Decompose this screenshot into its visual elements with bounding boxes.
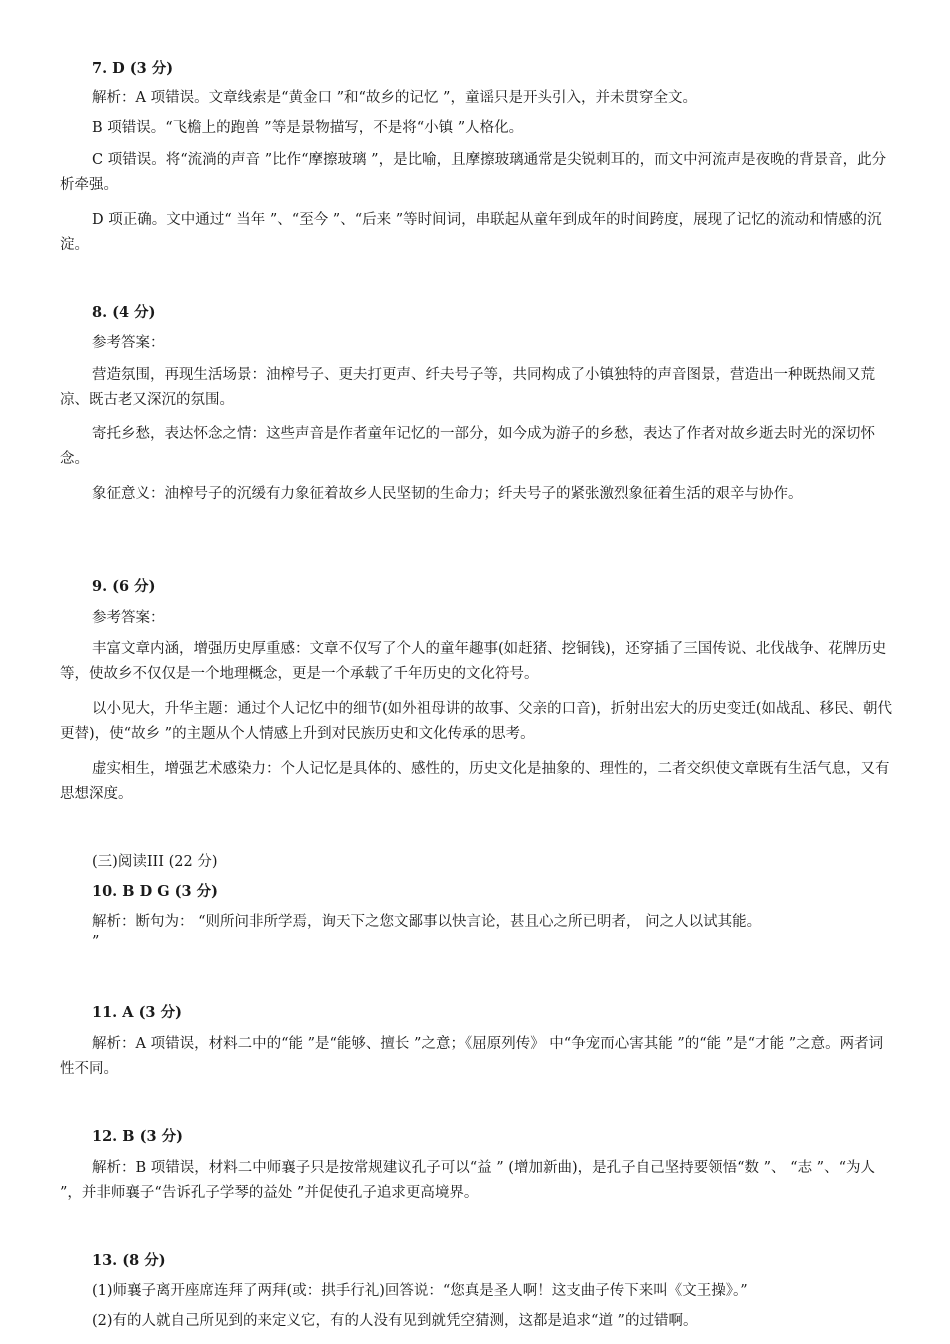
q8-point-1: 营造氛围，再现生活场景：油榨号子、更夫打更声、纤夫号子等，共同构成了小镇独特的声音图景，营造出一种既热闹又荒凉、既古老又深沉的氛围。: [60, 367, 875, 408]
q8-point-2: 寄托乡愁，表达怀念之情：这些声音是作者童年记忆的一部分，如今成为游子的乡愁，表达了作者对故乡逝去时光的深切怀念。: [60, 426, 875, 467]
q13-heading: 13. (8 分): [92, 1252, 166, 1269]
q9-heading: 9. (6 分): [92, 578, 156, 595]
q8-heading: 8. (4 分): [92, 304, 156, 321]
section-3-title: (三)阅读III (22 分): [92, 854, 218, 870]
q10-analysis-tail: ”: [92, 934, 100, 950]
q7-analysis-b: B 项错误。“飞檐上的跑兽 ”等是景物描写，不是将“小镇 ”人格化。: [92, 120, 524, 136]
q10-heading: 10. B D G (3 分): [92, 883, 218, 900]
q10-analysis: 解析：断句为： “则所问非所学焉，询天下之您文鄙事以快言论，甚且心之所已明者， 问之人以试其能。: [92, 914, 762, 930]
q7-analysis-a: 解析：A 项错误。文章线索是“黄金口 ”和“故乡的记忆 ”，童谣只是开头引入，并未贯穿全文。: [92, 90, 697, 106]
q9-point-1: 丰富文章内涵，增强历史厚重感：文章不仅写了个人的童年趣事(如赶猪、挖铜钱)，还穿插了三国传说、北伐战争、花牌历史等，使故乡不仅仅是一个地理概念，更是一个承载了千年历史的文化符号。: [60, 641, 887, 682]
q8-point-3: 象征意义：油榨号子的沉缓有力象征着故乡人民坚韧的生命力；纤夫号子的紧张激烈象征着生活的艰辛与协作。: [92, 486, 803, 502]
q12-heading: 12. B (3 分): [92, 1128, 183, 1145]
q8-reference-label: 参考答案：: [92, 335, 165, 351]
q7-analysis-d: D 项正确。文中通过“ 当年 ”、“至今 ”、“后来 ”等时间词，串联起从童年到成年的时间跨度，展现了记忆的流动和情感的沉淀。: [60, 212, 882, 253]
q13-answer-1: (1)师襄子离开座席连拜了两拜(或：拱手行礼)回答说：“您真是圣人啊！这支曲子传下来叫《文王操》。”: [92, 1283, 748, 1299]
q7-heading: 7. D (3 分): [92, 60, 174, 77]
q9-point-3: 虚实相生，增强艺术感染力：个人记忆是具体的、感性的，历史文化是抽象的、理性的，二者交织使文章既有生活气息，又有思想深度。: [60, 761, 890, 802]
q9-point-2: 以小见大，升华主题：通过个人记忆中的细节(如外祖母讲的故事、父亲的口音)，折射出宏大的历史变迁(如战乱、移民、朝代更替)，使“故乡 ”的主题从个人情感上升到对民族历史和文化传承的思考。: [60, 701, 892, 742]
q13-answer-2: (2)有的人就自己所见到的来定义它，有的人没有见到就凭空猜测，这都是追求“道 ”的过错啊。: [92, 1313, 698, 1329]
q11-heading: 11. A (3 分): [92, 1004, 182, 1021]
q9-reference-label: 参考答案：: [92, 610, 165, 626]
q7-analysis-c: C 项错误。将“流淌的声音 ”比作“摩擦玻璃 ”，是比喻，且摩擦玻璃通常是尖锐刺耳的，而文中河流声是夜晚的背景音，此分析牵强。: [60, 152, 887, 193]
q12-analysis: 解析：B 项错误，材料二中师襄子只是按常规建议孔子可以“益 ” (增加新曲)，是孔子自己坚持要领悟“数 ”、 “志 ”、“为人 ”，并非师襄子“告诉孔子学琴的益处 ”并促使孔子追求更高境界。: [60, 1160, 876, 1201]
q11-analysis: 解析：A 项错误，材料二中的“能 ”是“能够、擅长 ”之意；《屈原列传》 中“争宠而心害其能 ”的“能 ”是“才能 ”之意。两者词性不同。: [60, 1036, 884, 1077]
